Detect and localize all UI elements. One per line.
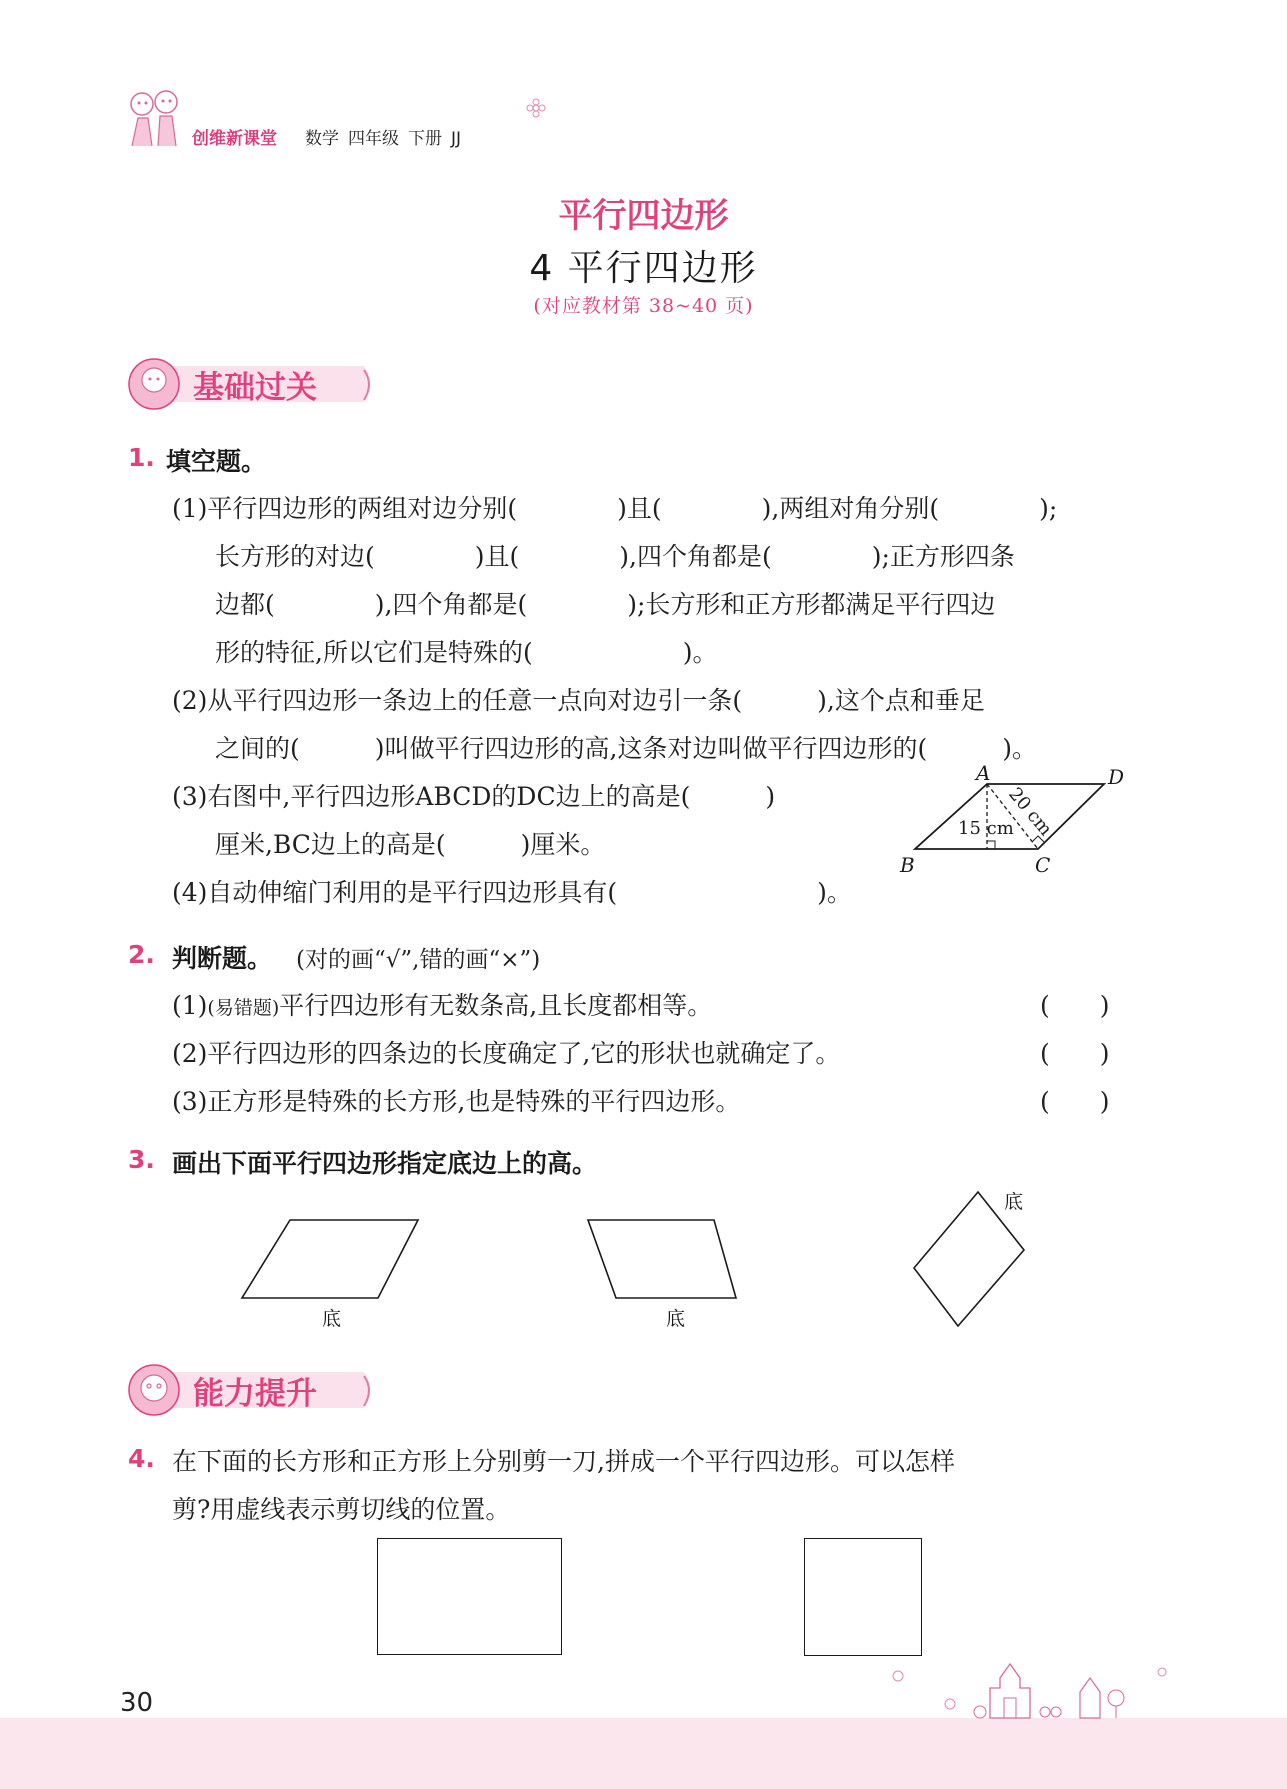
q2-item-2 xyxy=(172,1034,840,1070)
q1-line-8: 厘米,BC边上的高是( )厘米。 xyxy=(215,830,606,859)
q1-line-3: 边都( ),四个角都是( );长方形和正方形都满足平行四边 xyxy=(215,590,996,619)
q2-item-2-text: 平行四边形的四条边的长度确定了,它的形状也就确定了。 xyxy=(207,1039,841,1068)
q2-item-2-answer: ( ) xyxy=(1040,1039,1110,1068)
parallelogram-abcd-figure xyxy=(880,760,1125,880)
q1-number: 1. xyxy=(128,443,155,472)
q3-number: 3. xyxy=(128,1145,155,1174)
q2-instruction: (对的画“√”,错的画“×”) xyxy=(296,947,541,973)
vertex-c-label: C xyxy=(1035,853,1051,877)
q3-parallelogram-2 xyxy=(588,1220,736,1298)
q3-base-label-2: 底 xyxy=(666,1308,686,1330)
q1-line-4: 形的特征,所以它们是特殊的( )。 xyxy=(215,638,718,667)
q2-item-1-prefix: (1) xyxy=(172,991,208,1020)
header-book-info xyxy=(305,124,470,149)
footer-band xyxy=(0,1718,1287,1789)
q2-item-3 xyxy=(172,1082,740,1118)
q1-line-5: (2)从平行四边形一条边上的任意一点向对边引一条( ),这个点和垂足 xyxy=(172,686,985,715)
q1-line-7: (3)右图中,平行四边形ABCD的DC边上的高是( ) xyxy=(172,782,776,811)
q3-parallelogram-1 xyxy=(242,1220,418,1298)
length-label-20cm: 20 cm xyxy=(1004,783,1057,840)
q1-line-6: 之间的( )叫做平行四边形的高,这条对边叫做平行四边形的( )。 xyxy=(215,734,1037,763)
q1-line-2: 长方形的对边( )且( ),四个角都是( );正方形四条 xyxy=(215,542,1015,571)
textbook-pages: (对应教材第 38~40 页) xyxy=(533,295,754,317)
q3-title: 画出下面平行四边形指定底边上的高。 xyxy=(172,1149,598,1178)
q2-item-1-tag: (易错题) xyxy=(207,997,280,1019)
page-number: 30 xyxy=(120,1688,154,1718)
lesson-title: 4 平行四边形 xyxy=(529,248,758,289)
q1-line-9: (4)自动伸缩门利用的是平行四边形具有( )。 xyxy=(172,878,852,907)
q1-title: 填空题。 xyxy=(166,447,267,476)
castle-decoration-icon xyxy=(880,1648,1180,1720)
header-volume: 下册 xyxy=(408,129,442,149)
section-title-advanced: 能力提升 xyxy=(193,1376,317,1412)
q2-item-1-text: 平行四边形有无数条高,且长度都相等。 xyxy=(279,991,713,1020)
q3-figures xyxy=(230,1180,1050,1340)
vertex-a-label: A xyxy=(976,761,991,785)
q4-line-2: 剪?用虚线表示剪切线的位置。 xyxy=(172,1495,511,1524)
section-title-basic: 基础过关 xyxy=(193,370,317,406)
q2-item-2-prefix: (2) xyxy=(172,1039,208,1068)
header-grade: 四年级 xyxy=(348,129,399,149)
q3-base-label-1: 底 xyxy=(322,1308,342,1330)
q4-square xyxy=(804,1538,922,1656)
q2-item-3-text: 正方形是特殊的长方形,也是特殊的平行四边形。 xyxy=(207,1087,741,1116)
q3-base-label-3: 底 xyxy=(1004,1191,1024,1213)
length-label-15cm: 15 cm xyxy=(958,818,1014,839)
q1-line-1: (1)平行四边形的两组对边分别( )且( ),两组对角分别( ); xyxy=(172,494,1058,523)
q2-item-1-answer: ( ) xyxy=(1040,991,1110,1020)
q2-title: 判断题。 xyxy=(172,944,273,973)
q2-item-1 xyxy=(172,986,712,1022)
flower-decoration-icon xyxy=(526,98,546,118)
header-edition: JJ xyxy=(451,129,462,149)
vertex-b-label: B xyxy=(900,853,915,877)
header-subject: 数学 xyxy=(305,129,339,149)
q2-item-3-prefix: (3) xyxy=(172,1087,208,1116)
category-title: 平行四边形 xyxy=(558,196,729,236)
header-mascot-icon xyxy=(122,86,190,156)
vertex-d-label: D xyxy=(1108,765,1125,789)
q4-line-1: 在下面的长方形和正方形上分别剪一刀,拼成一个平行四边形。可以怎样 xyxy=(172,1447,955,1476)
header-brand: 创维新课堂 xyxy=(192,129,277,149)
q4-rectangle xyxy=(377,1538,562,1655)
q2-number: 2. xyxy=(128,940,155,969)
q4-number: 4. xyxy=(128,1444,155,1473)
q2-item-3-answer: ( ) xyxy=(1040,1087,1110,1116)
